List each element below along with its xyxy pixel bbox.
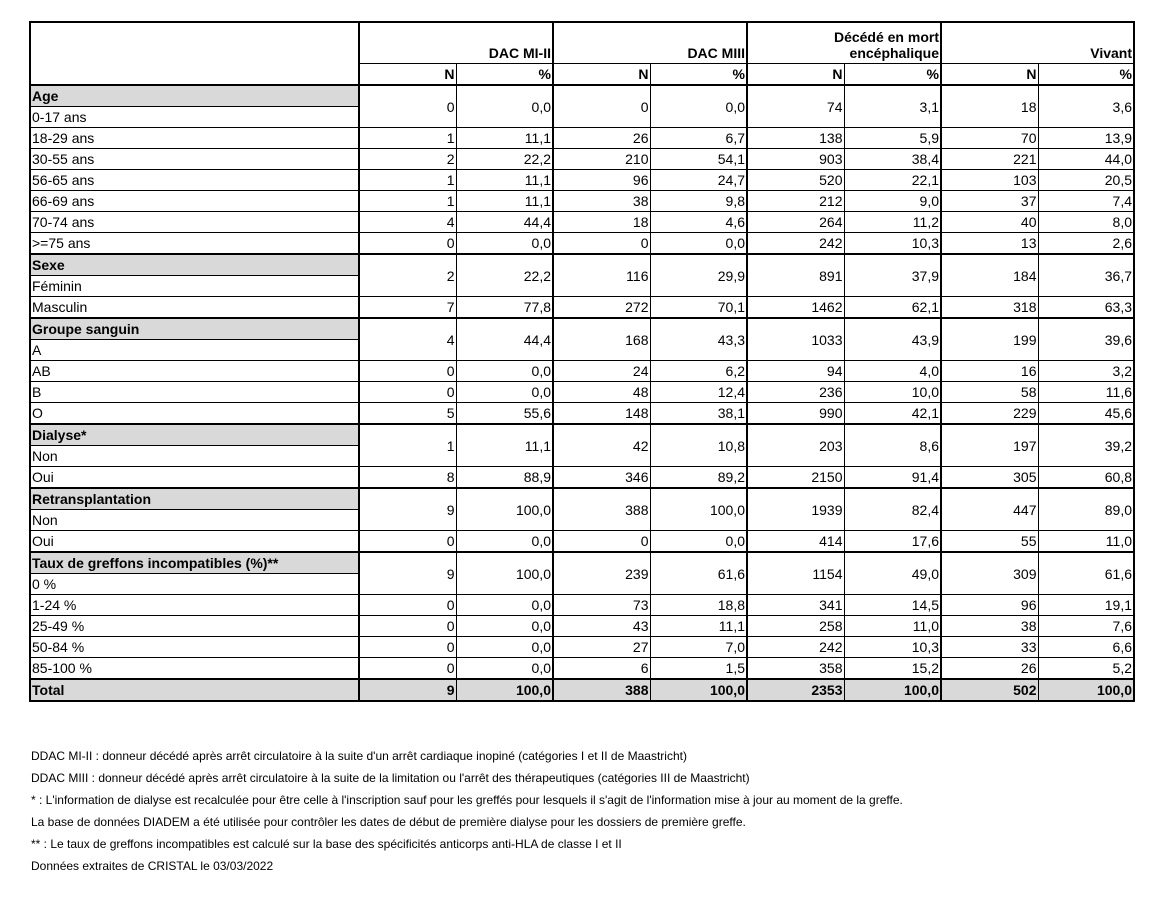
count-cell: 358 bbox=[747, 658, 844, 680]
percent-cell: 61,6 bbox=[650, 552, 747, 595]
column-n-header: N bbox=[747, 64, 844, 86]
footnotes bbox=[31, 745, 903, 877]
count-cell: 229 bbox=[941, 403, 1038, 425]
row-label: A bbox=[30, 340, 359, 361]
percent-cell: 10,3 bbox=[844, 233, 941, 255]
percent-cell: 11,2 bbox=[844, 212, 941, 233]
count-cell: 1 bbox=[359, 424, 456, 467]
total-percent-cell: 100,0 bbox=[650, 679, 747, 701]
table-row bbox=[30, 467, 1134, 489]
row-label: Oui bbox=[30, 531, 359, 553]
percent-cell: 0,0 bbox=[456, 658, 553, 680]
footnote-ddac-miii: DDAC MIII : donneur décédé après arrêt circulatoire à la suite de la limitation ou l'arrêt des thérapeutiques (catégories III de Maastricht) bbox=[31, 771, 750, 785]
percent-cell: 49,0 bbox=[844, 552, 941, 595]
percent-cell: 11,1 bbox=[456, 128, 553, 149]
percent-cell: 10,0 bbox=[844, 382, 941, 403]
percent-cell: 100,0 bbox=[650, 488, 747, 531]
percent-cell: 89,2 bbox=[650, 467, 747, 489]
total-percent-cell: 100,0 bbox=[456, 679, 553, 701]
total-count-cell: 502 bbox=[941, 679, 1038, 701]
count-cell: 8 bbox=[359, 467, 456, 489]
percent-cell: 43,3 bbox=[650, 318, 747, 361]
count-cell: 9 bbox=[359, 552, 456, 595]
count-cell: 27 bbox=[553, 637, 650, 658]
count-cell: 18 bbox=[941, 85, 1038, 128]
percent-cell: 7,0 bbox=[650, 637, 747, 658]
count-cell: 2 bbox=[359, 149, 456, 170]
row-label: 1-24 % bbox=[30, 595, 359, 616]
section-header-row bbox=[30, 488, 1134, 510]
count-cell: 197 bbox=[941, 424, 1038, 467]
percent-cell: 3,1 bbox=[844, 85, 941, 128]
count-cell: 239 bbox=[553, 552, 650, 595]
percent-cell: 61,6 bbox=[1038, 552, 1134, 595]
section-header-row bbox=[30, 318, 1134, 340]
percent-cell: 22,1 bbox=[844, 170, 941, 191]
count-cell: 13 bbox=[941, 233, 1038, 255]
count-cell: 1 bbox=[359, 191, 456, 212]
percent-cell: 42,1 bbox=[844, 403, 941, 425]
percent-cell: 29,9 bbox=[650, 254, 747, 297]
count-cell: 891 bbox=[747, 254, 844, 297]
footnote-source: Données extraites de CRISTAL le 03/03/2022 bbox=[31, 859, 274, 873]
count-cell: 42 bbox=[553, 424, 650, 467]
count-cell: 74 bbox=[747, 85, 844, 128]
row-label: Non bbox=[30, 446, 359, 467]
count-cell: 7 bbox=[359, 297, 456, 319]
percent-cell: 6,6 bbox=[1038, 637, 1134, 658]
row-label: AB bbox=[30, 361, 359, 382]
count-cell: 203 bbox=[747, 424, 844, 467]
row-label: 85-100 % bbox=[30, 658, 359, 680]
count-cell: 40 bbox=[941, 212, 1038, 233]
count-cell: 0 bbox=[359, 658, 456, 680]
percent-cell: 11,1 bbox=[456, 191, 553, 212]
percent-cell: 0,0 bbox=[650, 531, 747, 553]
count-cell: 341 bbox=[747, 595, 844, 616]
percent-cell: 91,4 bbox=[844, 467, 941, 489]
percent-cell: 22,2 bbox=[456, 149, 553, 170]
row-label: 66-69 ans bbox=[30, 191, 359, 212]
table-row bbox=[30, 382, 1134, 403]
count-cell: 70 bbox=[941, 128, 1038, 149]
percent-cell: 77,8 bbox=[456, 297, 553, 319]
percent-cell: 43,9 bbox=[844, 318, 941, 361]
column-group-label: DAC MIII bbox=[687, 45, 745, 61]
percent-cell: 6,2 bbox=[650, 361, 747, 382]
count-cell: 26 bbox=[553, 128, 650, 149]
count-cell: 96 bbox=[553, 170, 650, 191]
row-label: Non bbox=[30, 510, 359, 531]
percent-cell: 0,0 bbox=[456, 233, 553, 255]
count-cell: 1 bbox=[359, 170, 456, 191]
percent-cell: 22,2 bbox=[456, 254, 553, 297]
row-label: 56-65 ans bbox=[30, 170, 359, 191]
percent-cell: 4,6 bbox=[650, 212, 747, 233]
column-percent-header: % bbox=[456, 64, 553, 86]
column-group-label: Décédé en mort bbox=[833, 29, 939, 45]
column-percent-header: % bbox=[1038, 64, 1134, 86]
percent-cell: 62,1 bbox=[844, 297, 941, 319]
count-cell: 318 bbox=[941, 297, 1038, 319]
percent-cell: 0,0 bbox=[650, 85, 747, 128]
percent-cell: 0,0 bbox=[456, 531, 553, 553]
total-count-cell: 9 bbox=[359, 679, 456, 701]
count-cell: 58 bbox=[941, 382, 1038, 403]
percent-cell: 3,6 bbox=[1038, 85, 1134, 128]
percent-cell: 9,0 bbox=[844, 191, 941, 212]
percent-cell: 11,6 bbox=[1038, 382, 1134, 403]
table-row bbox=[30, 403, 1134, 425]
count-cell: 388 bbox=[553, 488, 650, 531]
count-cell: 0 bbox=[359, 531, 456, 553]
count-cell: 346 bbox=[553, 467, 650, 489]
count-cell: 264 bbox=[747, 212, 844, 233]
column-group-header bbox=[553, 22, 747, 64]
count-cell: 96 bbox=[941, 595, 1038, 616]
section-header-row bbox=[30, 254, 1134, 276]
count-cell: 1154 bbox=[747, 552, 844, 595]
count-cell: 0 bbox=[359, 233, 456, 255]
column-group-label: encéphalique bbox=[849, 45, 939, 61]
count-cell: 990 bbox=[747, 403, 844, 425]
section-title: Sexe bbox=[30, 254, 359, 276]
percent-cell: 39,6 bbox=[1038, 318, 1134, 361]
percent-cell: 2,6 bbox=[1038, 233, 1134, 255]
percent-cell: 100,0 bbox=[456, 488, 553, 531]
table-row bbox=[30, 297, 1134, 319]
statistics-table bbox=[29, 21, 1135, 702]
percent-cell: 5,9 bbox=[844, 128, 941, 149]
percent-cell: 6,7 bbox=[650, 128, 747, 149]
column-n-header: N bbox=[359, 64, 456, 86]
row-label: 0-17 ans bbox=[30, 107, 359, 128]
percent-cell: 100,0 bbox=[456, 552, 553, 595]
count-cell: 37 bbox=[941, 191, 1038, 212]
percent-cell: 54,1 bbox=[650, 149, 747, 170]
percent-cell: 0,0 bbox=[456, 361, 553, 382]
count-cell: 184 bbox=[941, 254, 1038, 297]
row-label: 0 % bbox=[30, 574, 359, 595]
section-title: Dialyse* bbox=[30, 424, 359, 446]
count-cell: 258 bbox=[747, 616, 844, 637]
column-n-header: N bbox=[941, 64, 1038, 86]
percent-cell: 38,1 bbox=[650, 403, 747, 425]
section-header-row bbox=[30, 85, 1134, 107]
count-cell: 148 bbox=[553, 403, 650, 425]
footnote-ddac-mi-ii: DDAC MI-II : donneur décédé après arrêt circulatoire à la suite d'un arrêt cardiaque inopiné (catégories I et II de Maastricht) bbox=[31, 749, 687, 763]
percent-cell: 7,6 bbox=[1038, 616, 1134, 637]
percent-cell: 17,6 bbox=[844, 531, 941, 553]
count-cell: 0 bbox=[359, 382, 456, 403]
percent-cell: 44,4 bbox=[456, 212, 553, 233]
row-label: >=75 ans bbox=[30, 233, 359, 255]
count-cell: 236 bbox=[747, 382, 844, 403]
row-label: Oui bbox=[30, 467, 359, 489]
count-cell: 520 bbox=[747, 170, 844, 191]
count-cell: 38 bbox=[941, 616, 1038, 637]
percent-cell: 38,4 bbox=[844, 149, 941, 170]
percent-cell: 24,7 bbox=[650, 170, 747, 191]
count-cell: 212 bbox=[747, 191, 844, 212]
header-corner bbox=[30, 22, 359, 85]
section-title: Taux de greffons incompatibles (%)** bbox=[30, 552, 359, 574]
percent-cell: 45,6 bbox=[1038, 403, 1134, 425]
percent-cell: 1,5 bbox=[650, 658, 747, 680]
count-cell: 0 bbox=[553, 233, 650, 255]
table-row bbox=[30, 233, 1134, 255]
count-cell: 0 bbox=[359, 361, 456, 382]
percent-cell: 11,1 bbox=[456, 424, 553, 467]
column-percent-header: % bbox=[844, 64, 941, 86]
percent-cell: 9,8 bbox=[650, 191, 747, 212]
footnote-dialyse: * : L'information de dialyse est recalculée pour être celle à l'inscription sauf pour les greffés pour lesquels il s'agit de l'information mise à jour au moment de la greffe. bbox=[31, 793, 903, 807]
percent-cell: 4,0 bbox=[844, 361, 941, 382]
table-row bbox=[30, 616, 1134, 637]
count-cell: 55 bbox=[941, 531, 1038, 553]
count-cell: 1939 bbox=[747, 488, 844, 531]
percent-cell: 88,9 bbox=[456, 467, 553, 489]
percent-cell: 5,2 bbox=[1038, 658, 1134, 680]
count-cell: 4 bbox=[359, 212, 456, 233]
percent-cell: 0,0 bbox=[650, 233, 747, 255]
footnote-diadem: La base de données DIADEM a été utilisée pour contrôler les dates de début de première dialyse pour les dossiers de première greffe. bbox=[31, 815, 746, 829]
percent-cell: 89,0 bbox=[1038, 488, 1134, 531]
percent-cell: 37,9 bbox=[844, 254, 941, 297]
total-percent-cell: 100,0 bbox=[844, 679, 941, 701]
table-row bbox=[30, 637, 1134, 658]
count-cell: 2 bbox=[359, 254, 456, 297]
count-cell: 221 bbox=[941, 149, 1038, 170]
count-cell: 1 bbox=[359, 128, 456, 149]
header-group-row bbox=[30, 22, 1134, 64]
count-cell: 48 bbox=[553, 382, 650, 403]
percent-cell: 44,0 bbox=[1038, 149, 1134, 170]
count-cell: 309 bbox=[941, 552, 1038, 595]
percent-cell: 63,3 bbox=[1038, 297, 1134, 319]
percent-cell: 18,8 bbox=[650, 595, 747, 616]
count-cell: 903 bbox=[747, 149, 844, 170]
count-cell: 33 bbox=[941, 637, 1038, 658]
percent-cell: 55,6 bbox=[456, 403, 553, 425]
column-group-header bbox=[359, 22, 553, 64]
percent-cell: 14,5 bbox=[844, 595, 941, 616]
section-header-row bbox=[30, 552, 1134, 574]
count-cell: 242 bbox=[747, 233, 844, 255]
count-cell: 4 bbox=[359, 318, 456, 361]
row-label: 30-55 ans bbox=[30, 149, 359, 170]
percent-cell: 0,0 bbox=[456, 616, 553, 637]
column-percent-header: % bbox=[650, 64, 747, 86]
count-cell: 168 bbox=[553, 318, 650, 361]
count-cell: 138 bbox=[747, 128, 844, 149]
column-group-label: DAC MI-II bbox=[488, 45, 551, 61]
table-row bbox=[30, 191, 1134, 212]
percent-cell: 11,1 bbox=[650, 616, 747, 637]
percent-cell: 0,0 bbox=[456, 595, 553, 616]
percent-cell: 3,2 bbox=[1038, 361, 1134, 382]
count-cell: 242 bbox=[747, 637, 844, 658]
table-row bbox=[30, 595, 1134, 616]
row-label: 25-49 % bbox=[30, 616, 359, 637]
percent-cell: 20,5 bbox=[1038, 170, 1134, 191]
table-row bbox=[30, 212, 1134, 233]
total-count-cell: 388 bbox=[553, 679, 650, 701]
percent-cell: 10,8 bbox=[650, 424, 747, 467]
count-cell: 272 bbox=[553, 297, 650, 319]
section-title: Retransplantation bbox=[30, 488, 359, 510]
column-group-header bbox=[747, 22, 941, 64]
count-cell: 1033 bbox=[747, 318, 844, 361]
table-row bbox=[30, 531, 1134, 553]
percent-cell: 13,9 bbox=[1038, 128, 1134, 149]
table-row bbox=[30, 361, 1134, 382]
percent-cell: 7,4 bbox=[1038, 191, 1134, 212]
count-cell: 38 bbox=[553, 191, 650, 212]
count-cell: 18 bbox=[553, 212, 650, 233]
percent-cell: 44,4 bbox=[456, 318, 553, 361]
percent-cell: 8,0 bbox=[1038, 212, 1134, 233]
total-label: Total bbox=[30, 679, 359, 701]
count-cell: 43 bbox=[553, 616, 650, 637]
column-group-label: Vivant bbox=[1090, 45, 1132, 61]
row-label: Féminin bbox=[30, 276, 359, 297]
row-label: B bbox=[30, 382, 359, 403]
table-row bbox=[30, 128, 1134, 149]
count-cell: 0 bbox=[553, 531, 650, 553]
count-cell: 116 bbox=[553, 254, 650, 297]
count-cell: 199 bbox=[941, 318, 1038, 361]
row-label: 18-29 ans bbox=[30, 128, 359, 149]
count-cell: 6 bbox=[553, 658, 650, 680]
count-cell: 0 bbox=[359, 85, 456, 128]
count-cell: 0 bbox=[359, 595, 456, 616]
total-row bbox=[30, 679, 1134, 701]
column-group-header bbox=[941, 22, 1134, 64]
percent-cell: 82,4 bbox=[844, 488, 941, 531]
count-cell: 103 bbox=[941, 170, 1038, 191]
footnote-greffons: ** : Le taux de greffons incompatibles est calculé sur la base des spécificités anticorps anti-HLA de classe I et II bbox=[31, 837, 622, 851]
count-cell: 447 bbox=[941, 488, 1038, 531]
percent-cell: 11,0 bbox=[844, 616, 941, 637]
count-cell: 94 bbox=[747, 361, 844, 382]
table-row bbox=[30, 170, 1134, 191]
percent-cell: 10,3 bbox=[844, 637, 941, 658]
total-count-cell: 2353 bbox=[747, 679, 844, 701]
count-cell: 5 bbox=[359, 403, 456, 425]
count-cell: 26 bbox=[941, 658, 1038, 680]
percent-cell: 36,7 bbox=[1038, 254, 1134, 297]
column-n-header: N bbox=[553, 64, 650, 86]
count-cell: 414 bbox=[747, 531, 844, 553]
percent-cell: 11,1 bbox=[456, 170, 553, 191]
row-label: 50-84 % bbox=[30, 637, 359, 658]
percent-cell: 0,0 bbox=[456, 382, 553, 403]
count-cell: 9 bbox=[359, 488, 456, 531]
percent-cell: 19,1 bbox=[1038, 595, 1134, 616]
count-cell: 2150 bbox=[747, 467, 844, 489]
section-title: Age bbox=[30, 85, 359, 107]
count-cell: 16 bbox=[941, 361, 1038, 382]
row-label: Masculin bbox=[30, 297, 359, 319]
percent-cell: 39,2 bbox=[1038, 424, 1134, 467]
percent-cell: 12,4 bbox=[650, 382, 747, 403]
row-label: 70-74 ans bbox=[30, 212, 359, 233]
percent-cell: 11,0 bbox=[1038, 531, 1134, 553]
percent-cell: 15,2 bbox=[844, 658, 941, 680]
percent-cell: 0,0 bbox=[456, 637, 553, 658]
count-cell: 0 bbox=[359, 637, 456, 658]
percent-cell: 60,8 bbox=[1038, 467, 1134, 489]
count-cell: 73 bbox=[553, 595, 650, 616]
percent-cell: 70,1 bbox=[650, 297, 747, 319]
row-label: O bbox=[30, 403, 359, 425]
section-header-row bbox=[30, 424, 1134, 446]
percent-cell: 0,0 bbox=[456, 85, 553, 128]
count-cell: 305 bbox=[941, 467, 1038, 489]
percent-cell: 8,6 bbox=[844, 424, 941, 467]
count-cell: 0 bbox=[553, 85, 650, 128]
table-row bbox=[30, 149, 1134, 170]
count-cell: 24 bbox=[553, 361, 650, 382]
total-percent-cell: 100,0 bbox=[1038, 679, 1134, 701]
count-cell: 210 bbox=[553, 149, 650, 170]
count-cell: 0 bbox=[359, 616, 456, 637]
count-cell: 1462 bbox=[747, 297, 844, 319]
section-title: Groupe sanguin bbox=[30, 318, 359, 340]
table-row bbox=[30, 658, 1134, 680]
